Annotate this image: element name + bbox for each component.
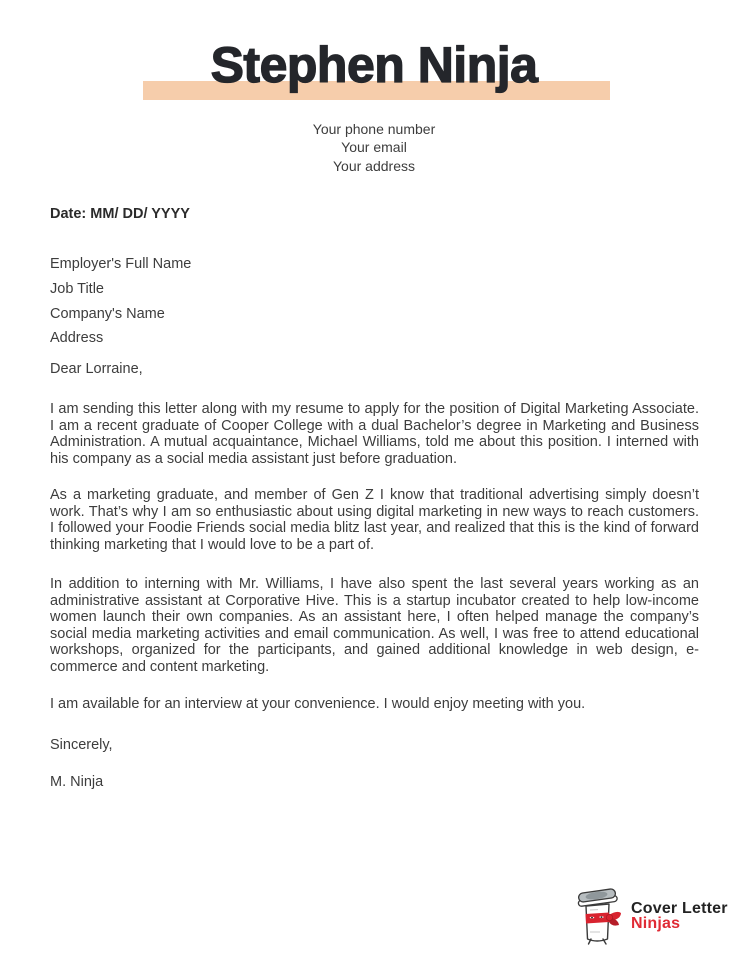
recipient-job-title: Job Title bbox=[50, 280, 104, 297]
body-paragraph-1: I am sending this letter along with my resume to apply for the position of Digital Marketing Associate. I am a recent graduate of Cooper College with a dual Bachelor’s degree in Marketing and Business Administration. A mutual acquaintance, Michael Williams, told me about this position. I interned with his company as a social media assistant just before graduation. bbox=[50, 401, 699, 467]
contact-phone-placeholder: Your phone number bbox=[312, 121, 436, 137]
body-paragraph-2: As a marketing graduate, and member of Gen Z I know that traditional advertising simply doesn’t work. That’s why I am so enthusiastic about using digital marketing in new ways to reach customers. I followed your Foodie Friends social media blitz last year, and realized that this is the kind of forward thinking marketing that I would love to be a part of. bbox=[50, 487, 699, 553]
signature-name: M. Ninja bbox=[50, 774, 104, 790]
body-paragraph-3: In addition to interning with Mr. Williams, I have also spent the last several years working as an administrative assistant at Corporative Hive. This is a startup incubator created to help low-income women launch their own companies. As an assistant here, I often helped manage the company’s social media marketing activities and email communication. As well, I was free to attend educational workshops, organized for the participants, and gained additional knowledge in web design, e-commerce and content marketing. bbox=[50, 576, 699, 675]
contact-email-placeholder: Your email bbox=[341, 139, 407, 156]
recipient-employer-name: Employer's Full Name bbox=[50, 256, 192, 272]
recipient-address: Address bbox=[50, 330, 104, 347]
recipient-company-name: Company's Name bbox=[50, 305, 165, 322]
contact-address-placeholder: Your address bbox=[333, 157, 415, 174]
brand-name-line1: Cover Letter bbox=[631, 899, 728, 917]
brand-logo bbox=[572, 886, 728, 946]
recipient-block bbox=[50, 252, 191, 351]
candidate-name: Stephen Ninja bbox=[210, 37, 538, 93]
brand-logo-text bbox=[631, 901, 728, 932]
greeting: Dear Lorraine, bbox=[50, 361, 143, 377]
date-line: Date: MM/ DD/ YYYY bbox=[50, 206, 190, 222]
signoff: Sincerely, bbox=[50, 737, 113, 753]
closing-line: I am available for an interview at your convenience. I would enjoy meeting with you. bbox=[50, 696, 586, 712]
brand-name-line2: Ninjas bbox=[631, 915, 681, 932]
contact-block bbox=[0, 120, 748, 175]
ninja-scroll-icon bbox=[572, 886, 624, 946]
